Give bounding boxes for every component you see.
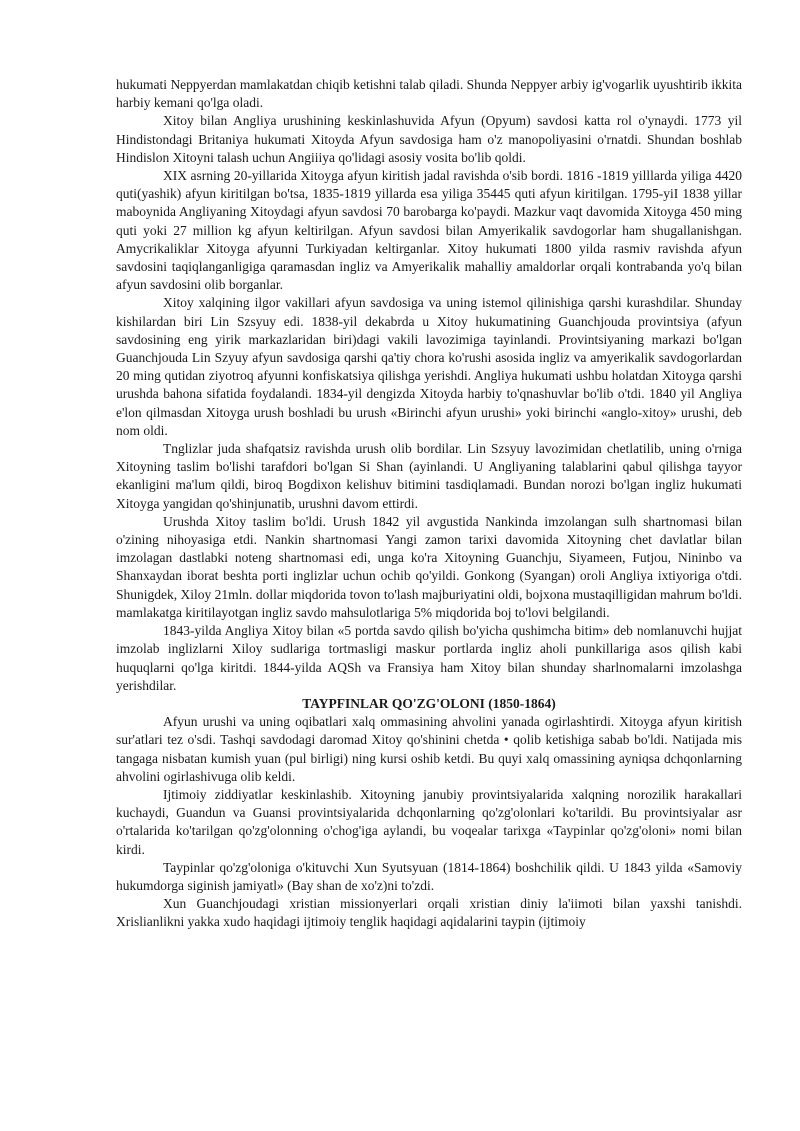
section-heading: TAYPFINLAR QO'ZG'OLONI (1850-1864) [302,695,556,711]
paragraph-4: Xitoy xalqining ilgor vakillari afyun savdosiga va uning istemol qilinishiga qarshi kurashdilar. Shunday kishilardan biri Lin Szsyuy edi. 1838-yil dekabrda u Xitoy hukumatining Guanchjouda provintsiya (afyun savdosining eng yirik markazlaridan biri)dagi vakili lavozimiga tayinlandi. Provintsiyaning markazi bo'lgan Guanchjouda Lin Szyuy afyun savdosiga qarshi qa'tiy chora ko'rushi asosida ingliz va amyerikalik savdogorlardan 20 ming qutidan ziyotroq afyunni konfiskatsiya qilishga yerishdi. Angliya hukumati ushbu holatdan Xitoyga qarshi urushda bahona sifatida foydalandi. 1834-yil dengizda Xitoyda harbiy to'qnashuvlar bo'lib o'tdi. 1840 yil Angliya e'lon qilmasdan Xitoyga urush boshladi bu urush «Birinchi afyun urushi» yoki birinchi «anglo-xitoy» urushi, deb nom oldi. [116,295,742,438]
paragraph-6: Urushda Xitoy taslim bo'ldi. Urush 1842 yil avgustida Nankinda imzolangan sulh shartnomasi bilan o'zining nihoyasiga etdi. Nankin shartnomasi Yangi zamon tarixi davomida Xitoyning chet davlatlar bilan imzolagan dastlabki noteng shartnomasi edi, unga ko'ra Xitoyning Guanchju, Siyameen, Futjou, Nininbo va Shanxaydan iborat beshta porti inglizlar uchun ochib qo'yildi. Gonkong (Syangan) oroli Angliya ixtiyoriga o'tdi. Shunigdek, Xiloy 21mln. dollar miqdorida tovon to'lash majburiyatini oldi, bojxona mustaqilligidan mahrum bo'ldi. mamlakatga kiritilayotgan ingliz savdo mahsulotlariga 5% miqdorida boj to'lovi belgilandi. [116,513,742,620]
paragraph-1: hukumati Neppyerdan mamlakatdan chiqib ketishni talab qiladi. Shunda Neppyer arbiy ig'vogarlik uyushtirib ikkita harbiy kemani qo'lga oladi. [116,77,742,111]
paragraph-7: 1843-yilda Angliya Xitoy bilan «5 portda savdo qilish bo'yicha qushimcha bitim» deb nomlanuvchi hujjat imzolab inglizlarni Xiloy sudlariga tortmasligi maskur portlarda ingliz aholi punkillariga asos qilish kabi huquqlarni qo'lga kiritdi. 1844-yilda AQSh va Fransiya ham Xitoy bilan shunday sharlnomalarni imzolashga yerishdilar. [116,623,742,693]
paragraph-3: XIX asrning 20-yillarida Xitoyga afyun kiritish jadal ravishda o'sib bordi. 1816 -1819 yilllarda yiliga 4420 quti(yashik) afyun kiritilgan bo'tsa, 1835-1819 yillarda esa yiliga 35445 quti afyun kiritilgan. 1795-yiI 1838 yillar maboynida Angliyaning Xitoydagi afyun savdosi 70 barobarga ko'paydi. Mazkur vaqt davomida Xitoyga 450 ming quti yoki 27 million kg afyun keltirilgan. Afyun savdosi bilan Amyerikalik savdogorlar ham shugallanishgan. Amycrikaliklar Xitoyga afyunni Turkiyadan keltirganlar. Xitoy hukumati 1800 yilda rasmiv ravishda afyun savdosini taqiqlanganligiga qaramasdan ingliz va Amyerikalik mahalliy amaldorlar orqali kontrabanda yo'q bilan afyun savdosini olib borganlar. [116,168,742,293]
paragraph-11: Xun Guanchjoudagi xristian missionyerlari orqali xristian diniy la'iimoti bilan yaxshi tanishdi. Xrislianlikni yakka xudo haqidagi ijtimoiy tenglik haqidagi aqidalarini taypin (ijtimoiy [116,896,742,930]
paragraph-8: Afyun urushi va uning oqibatlari xalq ommasining ahvolini yanada ogirlashtirdi. Xitoyga afyun kiritish sur'atlari tez o'sdi. Tashqi savdodagi daromad Xitoy qo'shinini chetda • qolib ketishiga sabab bo'ldi. Natijada mis tangaga nisbatan kumish yuan (pul birligi) ning kursi oshib ketdi. Bu quyi xalq omassining ayniqsa dchqonlarning ahvolini ogirlashivuga olib keldi. [116,714,742,784]
document-page [116,76,742,932]
paragraph-2: Xitoy bilan Angliya urushining keskinlashuvida Afyun (Opyum) savdosi katta rol o'ynaydi. 1773 yil Hindistondagi Britaniya hukumati Xitoyda Afyun savdosiga ham o'z manopoliyasini o'rnatdi. Shundan boshlab Hindislon Xitoyni talash uchun Angiiiya qo'lidagi asosiy vosita bo'lib qoldi. [116,113,742,165]
paragraph-9: Ijtimoiy ziddiyatlar keskinlashib. Xitoyning janubiy provintsiyalarida xalqning norozilik harakallari kuchaydi, Guandun va Guansi provintsiyalarida dchqonlarning qo'zg'olonlari ko'tarildi. Bu provintsiyalar asr o'rtalarida ko'tarilgan qo'zg'olonning o'chog'iga aylandi, bu voqealar tarixga «Taypinlar qo'zg'oloni» nomi bilan kirdi. [116,786,742,857]
paragraph-10: Taypinlar qo'zg'oloniga o'kituvchi Xun Syutsyuan (1814-1864) boshchilik qildi. U 1843 yilda «Samoviy hukumdorga siginish jamiyatl» (Bay shan de xo'z)ni to'zdi. [116,859,742,893]
paragraph-5: Tnglizlar juda shafqatsiz ravishda urush olib bordilar. Lin Szsyuy lavozimidan chetlatilib, uning o'rniga Xitoyning taslim bo'lishi tarafdori bo'lgan Si Shan (ayinlandi. U Angliyaning talablarini qabul qilishga tayyor ekanligini ma'lum qildi, biroq Bogdixon kelishuv bitimini tasdiqlamadi. Bundan norozi bo'lgan ingliz hukumati Xitoyga yangidan qo'shinjunatib, urushni davom ettirdi. [116,441,742,511]
